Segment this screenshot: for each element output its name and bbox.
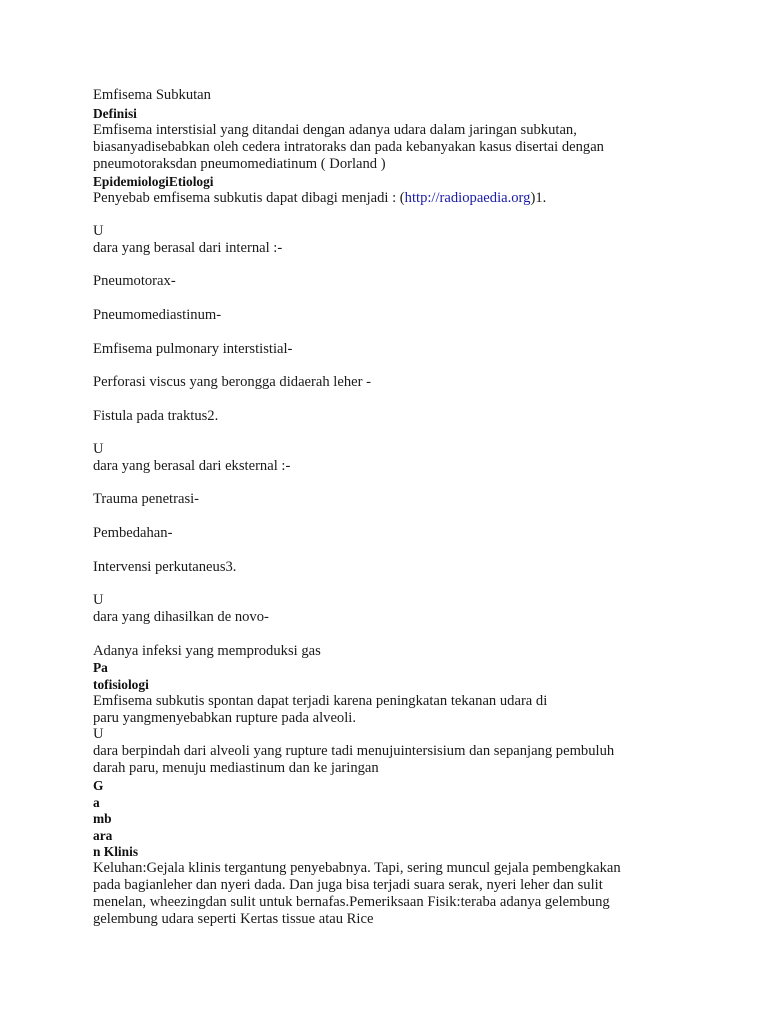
- group3-text: dara yang dihasilkan de novo-: [93, 609, 269, 625]
- group3-letter: U: [93, 592, 104, 608]
- group1-letter: U: [93, 223, 104, 239]
- patofisiologi-line: Emfisema subkutis spontan dapat terjadi karena peningkatan tekanan udara di: [93, 693, 548, 709]
- patofisiologi-line: dara berpindah dari alveoli yang rupture tadi menujuintersisium dan sepanjang pembuluh: [93, 743, 615, 759]
- heading-gambaran-part: a: [93, 795, 100, 810]
- penyebab-line: [93, 190, 546, 207]
- gambaran-line: Keluhan:Gejala klinis tergantung penyebabnya. Tapi, sering muncul gejala pembengkakan: [93, 860, 621, 876]
- list-item: Trauma penetrasi-: [93, 491, 200, 507]
- list-item: Adanya infeksi yang memproduksi gas: [93, 643, 321, 659]
- definisi-line: pneumotoraksdan pneumomediatinum ( Dorland ): [93, 156, 386, 172]
- list-item: Fistula pada traktus2.: [93, 408, 219, 424]
- heading-gambaran-part: ara: [93, 828, 113, 843]
- group2-text: dara yang berasal dari eksternal :-: [93, 458, 291, 474]
- gambaran-line: pada bagianleher dan nyeri dada. Dan juga bisa terjadi suara serak, nyeri leher dan sulit: [93, 877, 603, 893]
- group2-letter: U: [93, 441, 104, 457]
- heading-patofisiologi-part: Pa: [93, 660, 108, 675]
- group1-text: dara yang berasal dari internal :-: [93, 240, 283, 256]
- penyebab-prefix: Penyebab emfisema subkutis dapat dibagi menjadi : (: [93, 190, 405, 206]
- list-item: Perforasi viscus yang berongga didaerah leher -: [93, 374, 371, 390]
- heading-patofisiologi-part: tofisiologi: [93, 677, 149, 692]
- heading-gambaran-part: mb: [93, 811, 112, 826]
- list-item: Pneumotorax-: [93, 273, 176, 289]
- patofisiologi-letter: U: [93, 726, 104, 742]
- heading-gambaran-part: n Klinis: [93, 844, 139, 859]
- document-title: Emfisema Subkutan: [93, 87, 211, 103]
- list-item: Pembedahan-: [93, 525, 173, 541]
- heading-epidemiologi-etiologi: EpidemiologiEtiologi: [93, 174, 214, 189]
- radiopaedia-link[interactable]: http://radiopaedia.org: [404, 190, 531, 206]
- gambaran-line: gelembung udara seperti Kertas tissue atau Rice: [93, 911, 374, 927]
- list-item: Emfisema pulmonary interstistial-: [93, 341, 293, 357]
- definisi-line: biasanyadisebabkan oleh cedera intratoraks dan pada kebanyakan kasus disertai dengan: [93, 139, 604, 155]
- list-item: Pneumomediastinum-: [93, 307, 222, 323]
- penyebab-suffix: )1.: [530, 190, 547, 206]
- definisi-line: Emfisema interstisial yang ditandai dengan adanya udara dalam jaringan subkutan,: [93, 122, 577, 138]
- patofisiologi-line: paru yangmenyebabkan rupture pada alveoli.: [93, 710, 356, 726]
- heading-definisi: Definisi: [93, 106, 137, 121]
- gambaran-line: menelan, wheezingdan sulit untuk bernafas.Pemeriksaan Fisik:teraba adanya gelembung: [93, 894, 610, 910]
- patofisiologi-line: darah paru, menuju mediastinum dan ke jaringan: [93, 760, 379, 776]
- list-item: Intervensi perkutaneus3.: [93, 559, 237, 575]
- heading-gambaran-part: G: [93, 778, 104, 793]
